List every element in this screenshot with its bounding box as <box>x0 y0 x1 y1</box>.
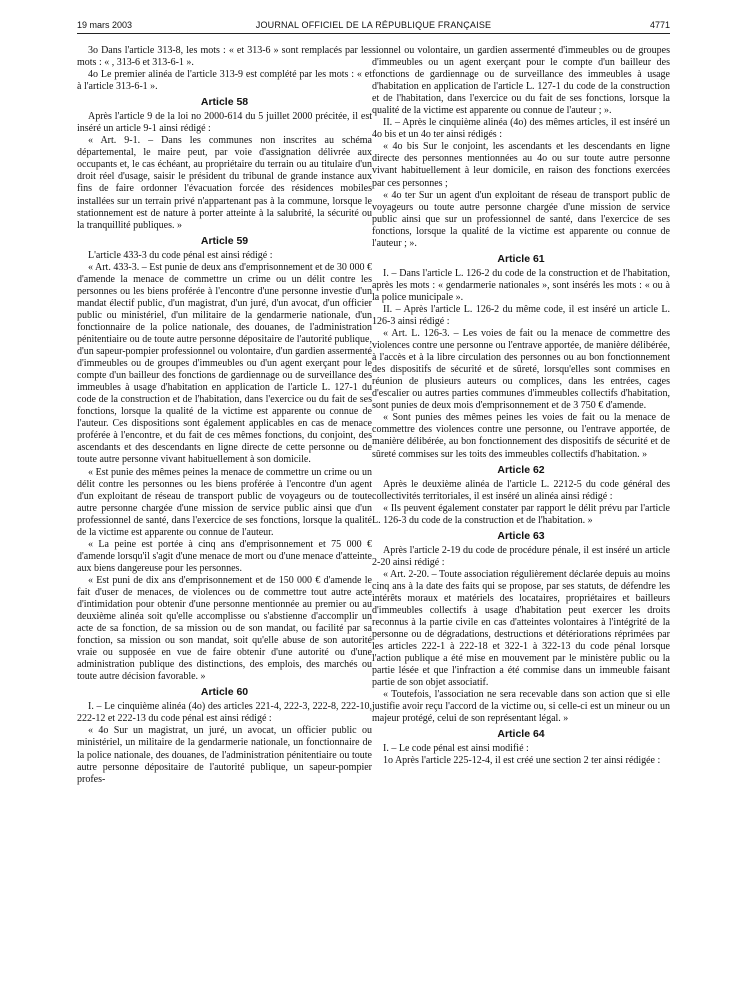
paragraph: Après l'article 2-19 du code de procédure pénale, il est inséré un article 2-20 ainsi rédigé : <box>372 544 670 568</box>
paragraph: « 4o Sur un magistrat, un juré, un avocat, un officier public ou ministériel, un militaire de la gendarmerie nationale, un fonctionnaire de la police nationale, des douanes, de l'administration pénitentiaire ou toute autre personne dépositaire de l'autorité publique, un sapeur-pompier profes- <box>77 725 372 785</box>
paragraph: 3o Dans l'article 313-8, les mots : « et 313-6 » sont remplacés par les mots : « , 313-6 et 313-6-1 ». <box>77 45 372 69</box>
article-heading: Article 61 <box>497 252 545 265</box>
paragraph: « 4o bis Sur le conjoint, les ascendants et les descendants en ligne directe des personnes mentionnées au 4o ou sur toute autre personne vivant habituellement à leur domicile, en raison des fonctions exercées par ces personnes ; <box>372 141 670 189</box>
paragraph: « Art. 2-20. – Toute association régulièrement déclarée depuis au moins cinq ans à la date des faits qui se propose, par ses statuts, de défendre les intérêts moraux et matériels des locataires, propriétaires et bailleurs d'immeubles collectifs à usage d'habitation peut exercer les droits reconnus à la partie civile en cas d'atteintes volontaires à l'intégrité de la personne ou de dégradations, destructions et détériorations réprimées par les articles 222-1 à 222-18 et 322-1 à 322-13 du code pénal lorsque l'action publique a été mise en mouvement par le ministère public ou la partie lésée et que l'infraction a été commise dans un immeuble faisant partie de son objet associatif. <box>372 568 670 689</box>
paragraph: « 4o ter Sur un agent d'un exploitant de réseau de transport public de voyageurs ou toute autre personne chargée d'une mission de service public ainsi que sur un professionnel de santé, dans l'exercice de ses fonctions, lorsque la qualité de la victime est apparente ou connue de l'auteur ; ». <box>372 189 670 249</box>
paragraph: « La peine est portée à cinq ans d'emprisonnement et 75 000 € d'amende lorsqu'il s'agit d'une menace de mort ou d'une menace d'atteinte aux biens dangereuse pour les personnes. <box>77 538 372 574</box>
right-column <box>372 45 670 768</box>
paragraph: I. – Dans l'article L. 126-2 du code de la construction et de l'habitation, après les mots : « gendarmerie nationales », sont insérés les mots : « ou à la police municipale ». <box>372 267 670 303</box>
paragraph: « Sont punies des mêmes peines les voies de fait ou la menace de commettre des violences contre une personne, ou l'entrave apportée, de manière délibérée, au bon fonctionnement des dispositifs de sécurité et de sûreté commises sur les toits des immeubles collectifs d'habitation. » <box>372 412 670 460</box>
header-rule <box>77 33 670 34</box>
paragraph: sionnel ou volontaire, un gardien assermenté d'immeubles ou de groupes d'immeubles ou un agent exerçant pour le compte d'un bailleur des fonctions de gardiennage ou de surveillance des immeubles à usage d'habitation en application de l'article L. 127-1 du code de la construction et de l'habitation, dans l'exercice ou du fait de ses fonctions, lorsque la qualité de la victime est apparente ou connue de l'auteur ; ». <box>372 45 670 117</box>
paragraph: II. – Après l'article L. 126-2 du même code, il est inséré un article L. 126-3 ainsi rédigé : <box>372 303 670 327</box>
header-page-number: 4771 <box>649 20 670 30</box>
paragraph: « Est punie des mêmes peines la menace de commettre un crime ou un délit contre les personnes ou les biens proférée à l'encontre d'un agent d'un exploitant de réseau de transport public de voyageurs ou de toute autre personne chargée d'une mission de service public ainsi que d'un professionnel de santé, dans l'exercice de ses fonctions, lorsque la qualité de la victime est apparente ou connue de l'auteur. <box>77 466 372 538</box>
paragraph: Après le deuxième alinéa de l'article L. 2212-5 du code général des collectivités territoriales, il est inséré un alinéa ainsi rédigé : <box>372 478 670 502</box>
header-date: 19 mars 2003 <box>77 20 133 30</box>
paragraph: « Ils peuvent également constater par rapport le délit prévu par l'article L. 126-3 du code de la construction et de l'habitation. » <box>372 502 670 526</box>
article-heading: Article 58 <box>200 96 249 109</box>
paragraph: « Est puni de dix ans d'emprisonnement et de 150 000 € d'amende le fait d'user de menaces, de violences ou de commettre tout autre acte d'intimidation pour obtenir d'une personne mentionnée au premier ou au deuxième alinéa soit qu'elle accomplisse ou s'abstienne d'accomplir un acte de sa fonction, de sa mission ou de son mandat, ou facilité par sa fonction, sa mission ou son mandat, soit qu'elle abuse de son autorité vraie ou supposée en vue de faire obtenir d'une autorité ou d'une administration publique des distinctions, des emplois, des marchés ou toute autre décision favorable. » <box>77 574 372 683</box>
paragraph: « Art. 9-1. – Dans les communes non inscrites au schéma départemental, le maire peut, par voie d'assignation délivrée aux occupants et, le cas échéant, au propriétaire du terrain ou au titulaire d'un droit réel d'usage, saisir le président du tribunal de grande instance aux fins de faire ordonner l'évacuation forcée des résidences mobiles installées sur un terrain privé n'appartenant pas à la commune, lorsque le stationnement est de nature à porter atteinte à la salubrité, la sécurité ou la tranquillité publiques. » <box>77 135 372 231</box>
article-heading: Article 60 <box>200 686 249 699</box>
paragraph: « Art. L. 126-3. – Les voies de fait ou la menace de commettre des violences contre une personne ou l'entrave apportée, de manière délibérée, à l'accès et à la libre circulation des personnes ou au bon fonctionnement des dispositifs de sécurité et de sûreté, lorsqu'elles sont commises en réunion de plusieurs auteurs ou complices, dans les entrées, cages d'escalier ou autres parties communes d'immeubles collectifs d'habitation, sont punies de deux mois d'emprisonnement et de 3 750 € d'amende. <box>372 328 670 412</box>
paragraph: 1o Après l'article 225-12-4, il est créé une section 2 ter ainsi rédigée : <box>383 755 661 767</box>
article-heading: Article 59 <box>200 234 249 247</box>
article-heading: Article 62 <box>497 463 545 476</box>
paragraph: « Art. 433-3. – Est punie de deux ans d'emprisonnement et de 30 000 € d'amende la menace de commettre un crime ou un délit contre les personnes ou les biens proférée à l'encontre d'une personne investie d'un mandat électif public, d'un magistrat, d'un juré, d'un avocat, d'un officier public ou ministériel, d'un militaire de la gendarmerie nationale, d'un fonctionnaire de la police nationale, des douanes, de l'administration pénitentiaire ou de toute autre personne dépositaire de l'autorité publique, d'un sapeur-pompier professionnel ou volontaire, d'un gardien assermenté d'immeubles ou de groupes d'immeubles ou d'un agent exerçant pour le compte d'un bailleur des fonctions de gardiennage ou de surveillance des immeubles à usage d'habitation en application de l'article L. 127-1 du code de la construction et de l'habitation, dans l'exercice ou du fait de ses fonctions, lorsque la qualité de la victime est apparente ou connue de l'auteur. Ces dispositions sont également applicables en cas de menace proférée à l'encontre, et du fait de ces mêmes fonctions, du conjoint, des ascendants et des descendants en ligne directe de cette personne ou de toute autre personne vivant habituellement à son domicile. <box>77 261 372 466</box>
article-heading: Article 63 <box>497 529 545 542</box>
header-journal-title: JOURNAL OFFICIEL DE LA RÉPUBLIQUE FRANÇAISE <box>255 20 492 30</box>
paragraph: I. – Le cinquième alinéa (4o) des articles 221-4, 222-3, 222-8, 222-10, 222-12 et 222-13 du code pénal est ainsi rédigé : <box>77 701 372 725</box>
article-heading: Article 64 <box>497 728 545 741</box>
paragraph: « Toutefois, l'association ne sera recevable dans son action que si elle justifie avoir reçu l'accord de la victime ou, si celle-ci est un mineur ou un majeur protégé, celui de son représentant légal. » <box>372 689 670 725</box>
paragraph: Après l'article 9 de la loi no 2000-614 du 5 juillet 2000 précitée, il est inséré un article 9-1 ainsi rédigé : <box>77 111 372 135</box>
paragraph: II. – Après le cinquième alinéa (4o) des mêmes articles, il est inséré un 4o bis et un 4o ter ainsi rédigés : <box>372 117 670 141</box>
left-column <box>77 45 372 786</box>
paragraph: L'article 433-3 du code pénal est ainsi rédigé : <box>88 249 273 261</box>
paragraph: 4o Le premier alinéa de l'article 313-9 est complété par les mots : « et à l'article 313-6-1 ». <box>77 69 372 93</box>
paragraph: I. – Le code pénal est ainsi modifié : <box>383 743 529 755</box>
